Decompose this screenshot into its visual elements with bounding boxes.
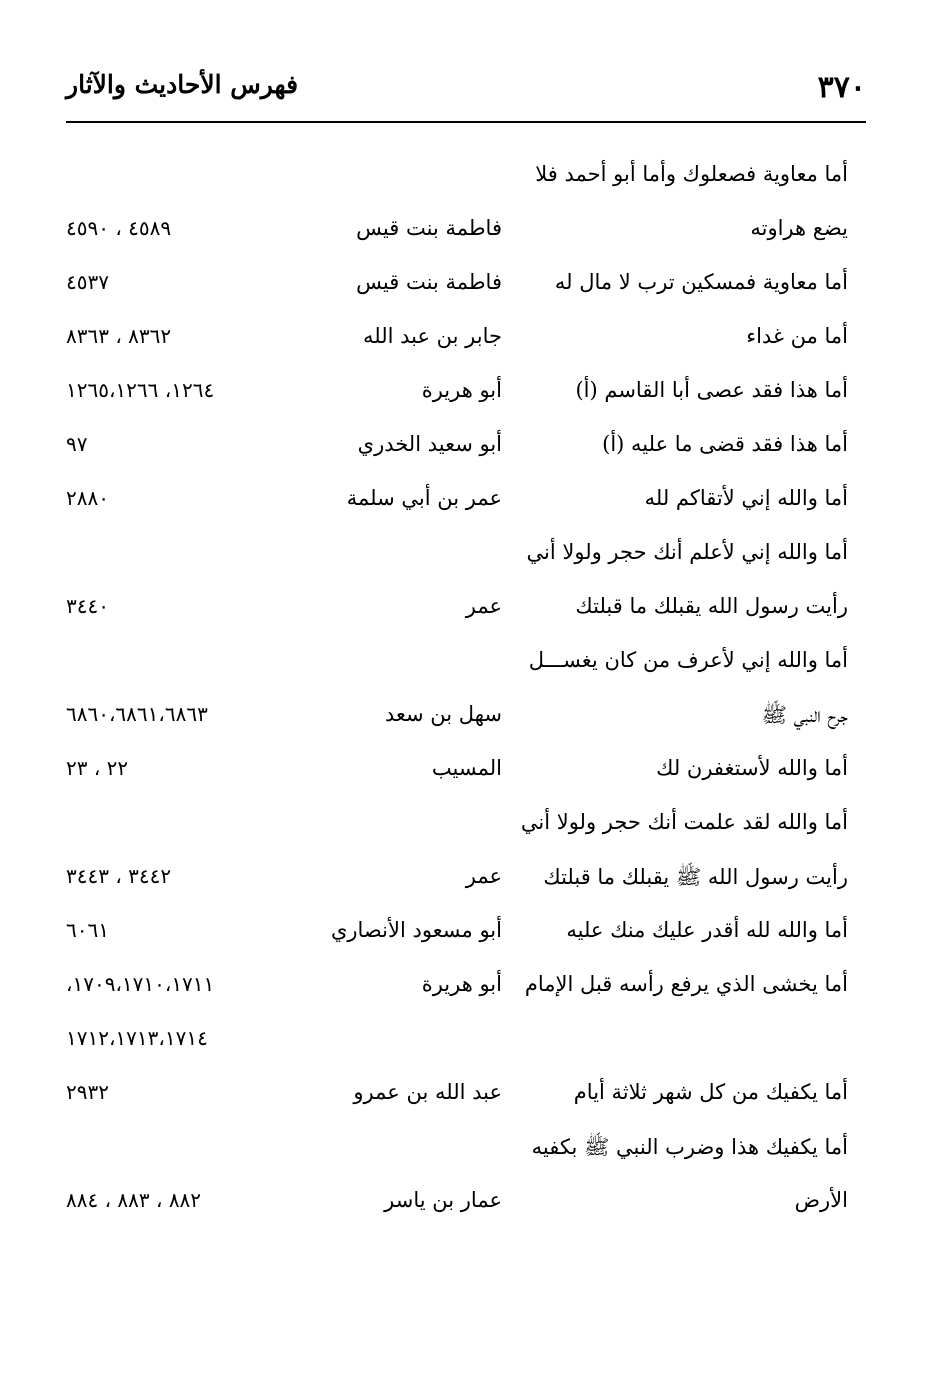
index-entry (0, 528, 932, 580)
index-entry (0, 798, 932, 850)
hadith-text: أما والله لقد علمت أنك حجر ولولا أني (520, 810, 848, 834)
index-entry (0, 690, 932, 742)
index-entry (0, 204, 932, 256)
hadith-text: أما هذا فقد عصى أبا القاسم (أ) (575, 378, 848, 402)
index-entry (0, 906, 932, 958)
narrator: سهل بن سعد (384, 702, 502, 726)
hadith-text: أما والله إني لأعلم أنك حجر ولولا أني (526, 540, 848, 564)
narrator: المسيب (431, 756, 502, 780)
hadith-text: أما والله لله أقدر عليك منك عليه (566, 918, 848, 942)
index-entry (0, 312, 932, 364)
index-entry (0, 474, 932, 526)
narrator: أبو هريرة (421, 972, 502, 996)
narrator: عمر (465, 594, 502, 618)
index-entry (0, 960, 932, 1012)
hadith-text: يضع هراوته (750, 216, 848, 240)
hadith-text: أما معاوية فمسكين ترب لا مال له (554, 270, 848, 294)
hadith-text: أما والله إني لأعرف من كان يغســـل (528, 648, 848, 672)
hadith-text: رأيت رسول الله ﷺ يقبلك ما قبلتك (543, 865, 848, 889)
narrator: عمر بن أبي سلمة (346, 486, 502, 510)
hadith-numbers: ١٧١٢،١٧١٣،١٧١٤ (66, 1026, 208, 1050)
index-entry (0, 744, 932, 796)
narrator: أبو مسعود الأنصاري (330, 918, 502, 942)
hadith-numbers: ٦٠٦١ (66, 918, 109, 942)
hadith-numbers: ٨٣٦٢ ، ٨٣٦٣ (66, 324, 172, 348)
hadith-text: أما يخشى الذي يرفع رأسه قبل الإمام (524, 972, 848, 996)
hadith-numbers: ٢٨٨٠ (66, 486, 109, 510)
hadith-numbers: ٤٥٨٩ ، ٤٥٩٠ (66, 216, 172, 240)
page-header (66, 70, 866, 120)
index-entry (0, 258, 932, 310)
index-entry (0, 1068, 932, 1120)
narrator: عبد الله بن عمرو (353, 1080, 502, 1104)
index-entry (0, 1176, 932, 1228)
index-entry (0, 1122, 932, 1174)
index-entry (0, 582, 932, 634)
narrator: عمر (465, 864, 502, 888)
running-title: فهرس الأحاديث والآثار (66, 70, 299, 99)
hadith-numbers: ٤٥٣٧ (66, 270, 109, 294)
hadith-text: أما والله إني لأتقاكم لله (644, 486, 848, 510)
hadith-text: جرح النبي ﷺ (761, 703, 848, 727)
index-entry (0, 366, 932, 418)
hadith-text: أما معاوية فصعلوك وأما أبو أحمد فلا (535, 162, 848, 186)
hadith-text: رأيت رسول الله يقبلك ما قبلتك (575, 594, 848, 618)
index-entry (0, 636, 932, 688)
hadith-text: أما يكفيك هذا وضرب النبي ﷺ بكفيه (531, 1135, 848, 1159)
hadith-text: أما والله لأستغفرن لك (656, 756, 848, 780)
index-entry (0, 150, 932, 202)
hadith-text: أما يكفيك من كل شهر ثلاثة أيام (573, 1080, 848, 1104)
narrator: أبو هريرة (421, 378, 502, 402)
hadith-text: أما من غداء (746, 324, 848, 348)
hadith-text: أما هذا فقد قضى ما عليه (أ) (602, 432, 848, 456)
narrator: فاطمة بنت قيس (356, 270, 502, 294)
hadith-numbers: ٢٢ ، ٢٣ (66, 756, 129, 780)
hadith-numbers: ٦٨٦٠،٦٨٦١،٦٨٦٣ (66, 702, 208, 726)
narrator: عمار بن ياسر (384, 1188, 502, 1212)
hadith-numbers: ١٧٠٩،١٧١٠،١٧١١، (66, 972, 215, 996)
hadith-numbers: ٣٤٤٠ (66, 594, 109, 618)
hadith-numbers: ١٢٦٤، ١٢٦٥،١٢٦٦ (66, 378, 215, 402)
page-number: ٣٧٠ (817, 70, 866, 105)
index-entry (0, 420, 932, 472)
hadith-numbers: ٢٩٣٢ (66, 1080, 109, 1104)
hadith-text: الأرض (794, 1188, 848, 1212)
index-entry (0, 1014, 932, 1066)
hadith-numbers: ٩٧ (66, 432, 88, 456)
header-rule (66, 121, 866, 123)
narrator: جابر بن عبد الله (362, 324, 502, 348)
hadith-numbers: ٨٨٢ ، ٨٨٣ ، ٨٨٤ (66, 1188, 202, 1212)
hadith-numbers: ٣٤٤٢ ، ٣٤٤٣ (66, 864, 172, 888)
narrator: فاطمة بنت قيس (356, 216, 502, 240)
index-entry (0, 852, 932, 904)
narrator: أبو سعيد الخدري (357, 432, 502, 456)
